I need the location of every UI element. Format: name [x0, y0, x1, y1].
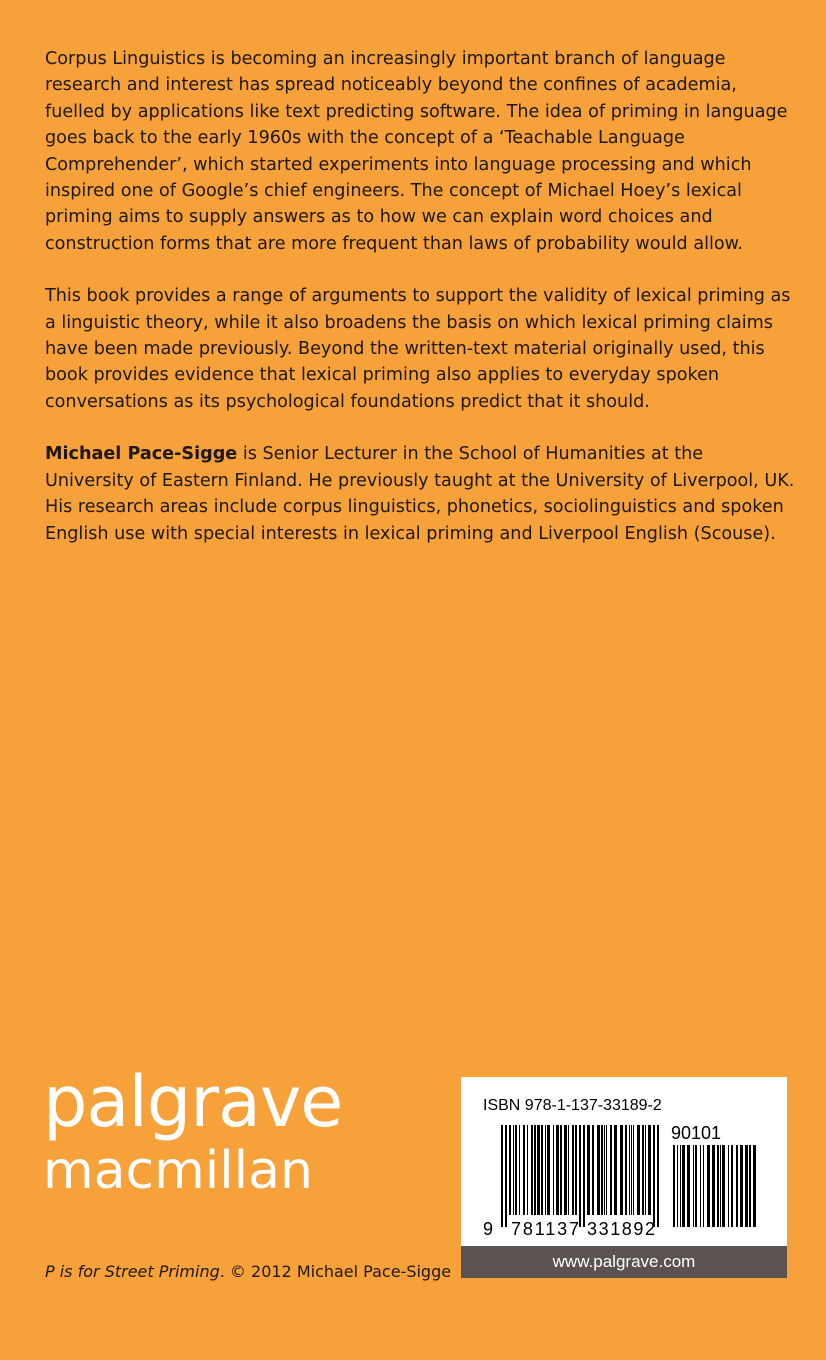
barcode-bar [720, 1145, 721, 1227]
barcode-bar [620, 1125, 623, 1215]
barcode-bar [509, 1125, 511, 1215]
book-title: P is for Street Priming [45, 1262, 220, 1281]
barcode-bar [560, 1125, 562, 1215]
barcode-bar [537, 1125, 540, 1215]
barcode-bar [564, 1125, 567, 1215]
barcode-bar [717, 1145, 719, 1227]
barcode-bar [677, 1145, 678, 1227]
barcode-bar [637, 1125, 640, 1215]
barcode-bar [597, 1125, 600, 1215]
barcode-bar [519, 1125, 520, 1215]
barcode-bar [513, 1125, 514, 1215]
barcode-bar [568, 1125, 569, 1215]
barcode-first-digit: 9 [483, 1219, 494, 1239]
logo-line-palgrave: palgrave [43, 1061, 343, 1143]
barcode-bar [642, 1125, 644, 1215]
barcode-bar [745, 1145, 748, 1227]
barcode-bar [541, 1125, 543, 1215]
barcode-bar [631, 1125, 632, 1215]
barcode-bar [575, 1125, 577, 1215]
barcode-bar [682, 1145, 685, 1227]
copyright-line [45, 1262, 451, 1282]
isbn-label: ISBN 978-1-137-33189-2 [483, 1097, 662, 1114]
barcode-bar [736, 1145, 738, 1227]
barcode-bar [629, 1125, 630, 1215]
barcode-bar [731, 1145, 733, 1227]
barcode-bar [728, 1145, 729, 1227]
barcode-bar [531, 1125, 533, 1215]
barcode-bar [693, 1145, 694, 1227]
logo-line-macmillan: macmillan [43, 1141, 313, 1201]
barcode-bar [625, 1125, 627, 1215]
barcode-box [461, 1077, 787, 1246]
barcode-left-digits: 781137 [511, 1219, 579, 1239]
barcode-bar [722, 1145, 725, 1227]
barcode-guard-bar [505, 1125, 507, 1227]
barcode-bar [592, 1125, 594, 1215]
barcode-right-digits: 331892 [587, 1219, 655, 1239]
barcode-bar [749, 1145, 751, 1227]
barcode-guard-bar [501, 1125, 503, 1227]
barcode-guard-bar [579, 1125, 581, 1227]
barcode-bar [547, 1125, 550, 1215]
barcode-bar [587, 1125, 590, 1215]
barcode-bar [604, 1125, 605, 1215]
author-bio: is Senior Lecturer in the School of Humanities at the University of Eastern Finland. He previously taught at the University of Liverpool, UK. His research areas include corpus linguistics, phonetics, sociolinguistics and spoken English use with special interests in lexical priming and Liverpool English (Scouse). [45, 444, 795, 544]
addon-digits: 90101 [671, 1123, 722, 1143]
barcode-graphic [461, 1077, 787, 1246]
barcode-bar [648, 1125, 651, 1215]
barcode-guard-bar [657, 1125, 659, 1227]
barcode-bar [753, 1145, 756, 1227]
author-name: Michael Pace-Sigge [45, 444, 238, 465]
barcode-bar [680, 1145, 681, 1227]
blurb-paragraph-2: This book provides a range of arguments to support the validity of lexical priming as a linguistic theory, while it also broadens the basis on which lexical priming claims have been made previously. Beyond the written-text material originally used, this book provides evidence that lexical priming also applies to everyday spoken conversations as its psychological foundations predict that it should. [45, 286, 791, 412]
barcode-bar [633, 1125, 634, 1215]
barcode-guard-bar [653, 1125, 655, 1227]
barcode-bar [527, 1125, 528, 1215]
barcode-bar [610, 1125, 612, 1215]
barcode-bar [614, 1125, 617, 1215]
barcode-bar [606, 1125, 607, 1215]
main-barcode-bars [501, 1125, 659, 1227]
barcode-bar [695, 1145, 697, 1227]
barcode-bar [515, 1125, 517, 1215]
barcode-bar [601, 1125, 603, 1215]
author-bio-paragraph [45, 441, 795, 547]
barcode-bar [534, 1125, 536, 1215]
barcode-bar [703, 1145, 704, 1227]
barcode-bar [545, 1125, 546, 1215]
barcode-bar [556, 1125, 559, 1215]
addon-barcode-bars [673, 1145, 756, 1227]
barcode-bar [523, 1125, 525, 1215]
blurb-paragraph-1: Corpus Linguistics is becoming an increasingly important branch of language research and interest has spread noticeably beyond the confines of academia, fuelled by applications like text predicting software. The idea of priming in language goes back to the early 1960s with the concept of a ‘Teachable Language Comprehender’, which started experiments into language processing and which inspired one of Google’s chief engineers. The concept of Michael Hoey’s lexical priming aims to supply answers as to how we can explain word choices and construction forms that are more frequent than laws of probability would allow. [45, 49, 788, 254]
barcode-bar [707, 1145, 710, 1227]
website-band [461, 1246, 787, 1278]
website-url[interactable]: www.palgrave.com [552, 1252, 696, 1271]
barcode-bar [553, 1125, 554, 1215]
barcode-bar [712, 1145, 715, 1227]
back-cover-blurb [45, 46, 795, 573]
barcode-bar [572, 1125, 574, 1215]
barcode-bar [687, 1145, 690, 1227]
barcode-bar [740, 1145, 743, 1227]
barcode-bar [673, 1145, 675, 1227]
copyright-text: . © 2012 Michael Pace-Sigge [219, 1262, 452, 1281]
barcode-bar [645, 1125, 646, 1215]
publisher-logo [43, 1061, 343, 1201]
barcode-guard-bar [583, 1125, 585, 1227]
barcode-bar [700, 1145, 701, 1227]
